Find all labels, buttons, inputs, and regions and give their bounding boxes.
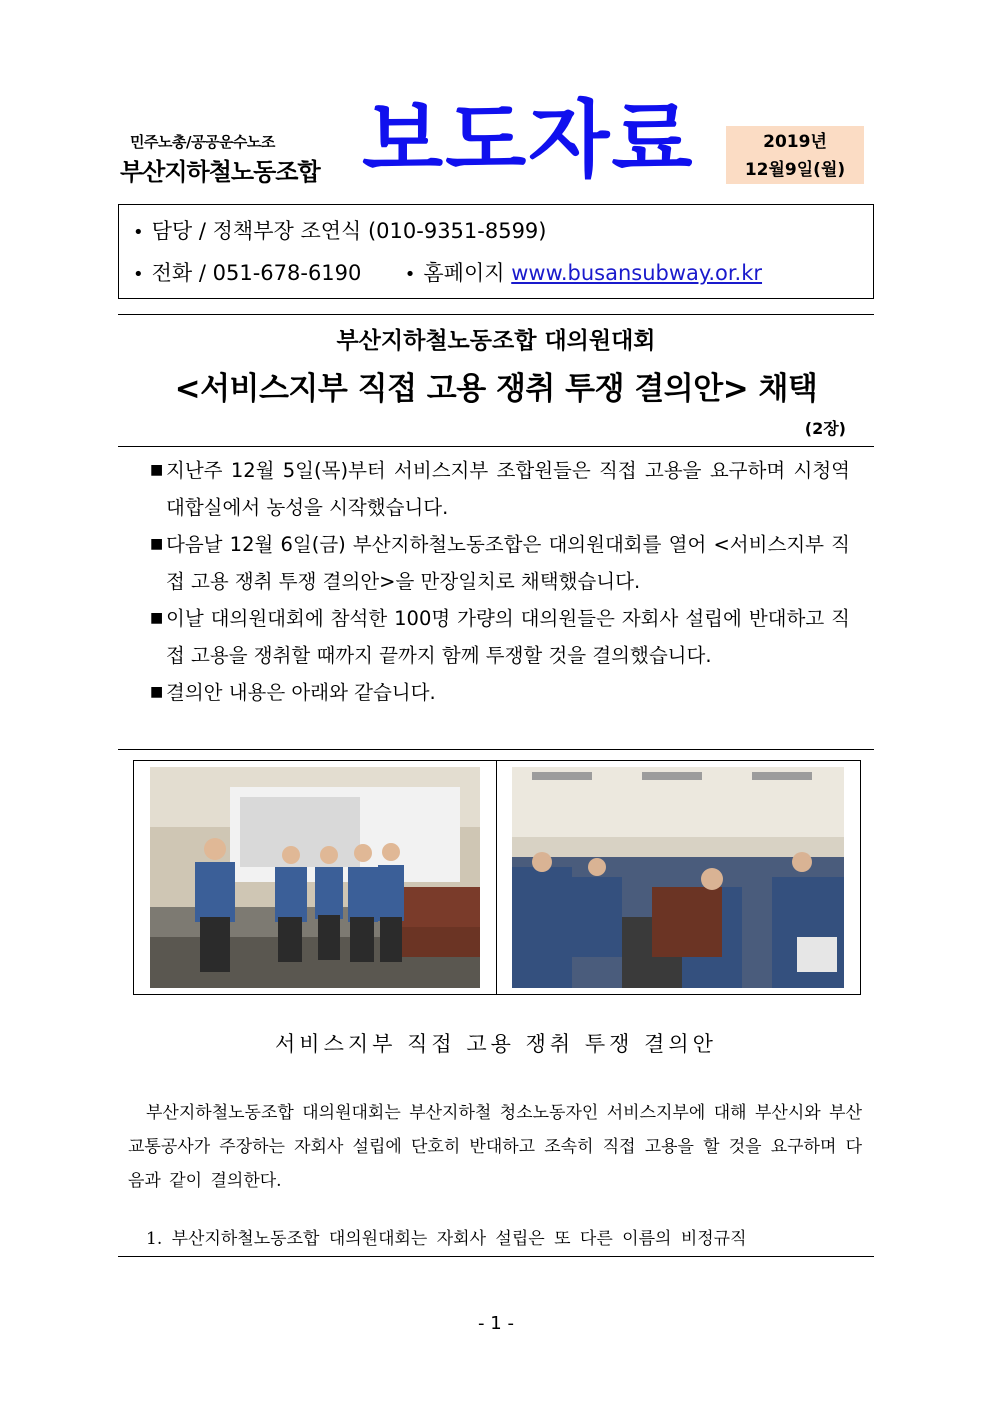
page-number: - 1 - <box>478 1313 514 1334</box>
homepage-link[interactable]: www.busansubway.or.kr <box>511 261 763 285</box>
bullet-text: 이날 대의원대회에 참석한 100명 가량의 대의원들은 자회사 설립에 반대하고 직접 고용을 쟁취할 때까지 끝까지 함께 투쟁할 것을 결의했습니다. <box>166 607 850 667</box>
square-bullet-icon: ■ <box>150 536 164 552</box>
resolution-title: 서비스지부 직접 고용 쟁취 투쟁 결의안 <box>275 1032 717 1056</box>
homepage-label: 홈페이지 <box>423 261 505 285</box>
contact-phone-homepage <box>133 257 762 287</box>
bullet-item <box>150 600 850 674</box>
divider-line <box>118 1256 874 1257</box>
date-year: 2019년 <box>763 132 827 152</box>
bullet-item <box>150 526 850 600</box>
contact-box <box>118 204 874 299</box>
headline-line-2: <서비스지부 직접 고용 쟁취 투쟁 결의안> 채택 <box>174 371 818 407</box>
press-release-title: 보도자료 <box>362 91 695 189</box>
bullet-text: 다음날 12월 6일(금) 부산지하철노동조합은 대의원대회를 열어 <서비스지부 직접 고용 쟁취 투쟁 결의안>을 만장일치로 채택했습니다. <box>166 533 850 593</box>
bullet-icon: • <box>404 264 416 285</box>
square-bullet-icon: ■ <box>150 684 164 700</box>
divider-line <box>118 749 874 750</box>
org-subtitle: 민주노총/공공운수노조 <box>130 133 275 151</box>
meeting-photo-right <box>512 767 844 988</box>
bullet-icon: • <box>133 264 144 285</box>
date-box <box>726 126 864 184</box>
bullet-item <box>150 452 850 526</box>
summary-bullets <box>150 452 850 711</box>
date-day: 12월9일(월) <box>744 160 846 180</box>
org-name: 부산지하철노동조합 <box>120 158 320 186</box>
bullet-icon: • <box>133 222 144 243</box>
photo-divider <box>496 760 497 995</box>
contact-phone: 전화 / 051-678-6190 <box>151 261 362 285</box>
headline-line-1: 부산지하철노동조합 대의원대회 <box>336 328 656 354</box>
page-count: (2장) <box>804 419 846 438</box>
square-bullet-icon: ■ <box>150 610 164 626</box>
divider-line <box>118 314 874 315</box>
bullet-item <box>150 674 850 711</box>
bullet-text: 결의안 내용은 아래와 같습니다. <box>166 681 436 704</box>
contact-person-text: 담당 / 정책부장 조연식 (010-9351-8599) <box>151 219 547 243</box>
resolution-body: 부산지하철노동조합 대의원대회는 부산지하철 청소노동자인 서비스지부에 대해 부산시와 부산교통공사가 주장하는 자회사 설립에 단호히 반대하고 조속히 직접 고용을 할 것을 요구하며 다음과 같이 결의한다. <box>128 1103 862 1191</box>
resolution-item-1: 1. 부산지하철노동조합 대의원대회는 자회사 설립은 또 다른 이름의 비정규직 <box>146 1229 747 1249</box>
bullet-text: 지난주 12월 5일(목)부터 서비스지부 조합원들은 직접 고용을 요구하며 시청역 대합실에서 농성을 시작했습니다. <box>166 459 850 519</box>
square-bullet-icon: ■ <box>150 462 164 478</box>
contact-person <box>133 215 547 245</box>
meeting-photo-left <box>150 767 480 988</box>
divider-line <box>118 446 874 447</box>
